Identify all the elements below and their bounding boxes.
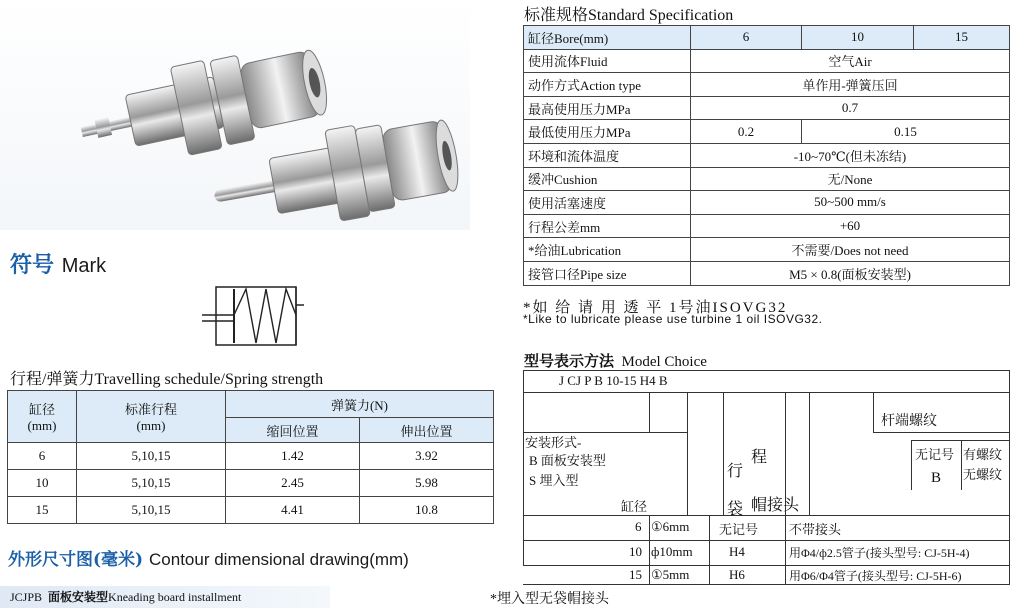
model-row-size: ф10mm (651, 544, 693, 559)
table-row: 缸径Bore(mm) 6 10 15 (524, 26, 1010, 50)
cap-label-1: 袋 (727, 501, 744, 518)
stroke-label-2: 程 (751, 449, 768, 466)
table-row: 动作方式Action type 单作用-弹簧压回 (524, 73, 1010, 97)
table-row: 15 5,10,15 4.41 10.8 (8, 497, 494, 524)
product-photo (0, 0, 470, 230)
travel-header-extend: 伸出位置 (360, 418, 494, 443)
model-footnote: *埋入型无袋帽接头 (490, 592, 609, 607)
install-code: JCJPB (10, 590, 43, 604)
mark-heading (10, 248, 106, 279)
model-row-code: 无记号 (719, 522, 759, 537)
table-row: 使用流体Fluid 空气Air (524, 49, 1010, 73)
table-row: *给油Lubrication 不需要/Does not need (524, 238, 1010, 262)
model-row-bore: 15 (629, 567, 642, 582)
model-heading (524, 350, 707, 371)
model-row-size: ①6mm (651, 519, 690, 534)
table-row: 最低使用压力MPa 0.2 0.15 (524, 120, 1010, 144)
table-row: 10 5,10,15 2.45 5.98 (8, 470, 494, 497)
mark-title-en: Mark (61, 255, 107, 277)
model-row-desc: 用Φ6/Φ4管子(接头型号: CJ-5H-6) (789, 569, 962, 583)
model-row-size: ①5mm (651, 567, 690, 582)
mount-b-label: B 面板安装型 (529, 453, 606, 468)
model-row-bore: 6 (635, 519, 642, 534)
contour-title-en: Contour dimensional drawing(mm) (149, 550, 409, 569)
cap-label-2: 帽接头 (751, 497, 800, 514)
travel-header-retract: 缩回位置 (226, 418, 360, 443)
model-row-desc: 不带接头 (789, 522, 842, 537)
mount-s-label: S 埋入型 (529, 473, 579, 488)
install-cn: 面板安装型 (48, 590, 109, 604)
travel-table (7, 390, 494, 524)
table-row: 行程公差mm +60 (524, 214, 1010, 238)
travel-heading: 行程/弹簧力Travelling schedule/Spring strength (10, 371, 324, 388)
stroke-label-1: 行 (727, 463, 744, 480)
model-title-cn: 型号表示方法 (524, 354, 615, 370)
thread-b-label: B (931, 470, 942, 486)
model-choice-diagram (523, 370, 1010, 585)
model-row-desc: 用Φ4/ф2.5管子(接头型号: CJ-5H-4) (789, 546, 970, 560)
table-row: 使用活塞速度 50~500 mm/s (524, 191, 1010, 215)
model-row-bore: 10 (629, 544, 642, 559)
contour-title-cn: 外形尺寸图(毫米) (8, 550, 144, 570)
rod-thread-label: 杆端螺纹 (881, 414, 937, 429)
table-row: 缓冲Cushion 无/None (524, 167, 1010, 191)
install-en: Kneading board installment (108, 590, 242, 604)
model-title-en: Model Choice (621, 354, 707, 370)
mark-title-cn: 符号 (10, 252, 55, 278)
bore-label: 缸径 (621, 499, 648, 514)
install-type-bar (0, 586, 330, 608)
travel-header-force: 弹簧力(N) (226, 391, 494, 418)
table-row: 6 5,10,15 1.42 3.92 (8, 443, 494, 470)
spec-table (523, 25, 1010, 286)
no-thread-label: 无螺纹 (963, 467, 1003, 482)
table-row: 环境和流体温度 -10~70℃(但未冻结) (524, 143, 1010, 167)
has-thread-label: 有螺纹 (963, 447, 1003, 462)
travel-header-stroke: 标准行程 (mm) (77, 391, 226, 443)
lubrication-note-en: *Like to lubricate please use turbine 1 oil ISOVG32. (523, 312, 823, 326)
spec-heading: 标准规格Standard Specification (524, 7, 734, 24)
contour-heading (8, 545, 409, 570)
model-row-code: H4 (729, 544, 745, 559)
no-mark-label: 无记号 (915, 447, 955, 462)
model-code-line: J CJ P B 10-15 H4 B (559, 373, 668, 388)
travel-header-bore: 缸径 (mm) (8, 391, 77, 443)
lubrication-note-cn: *如 给 请 用 透 平 1号油ISOVG32 (523, 300, 788, 316)
mount-type-label: 安装形式- (525, 435, 582, 450)
model-row-code: H6 (729, 567, 745, 582)
table-row: 最高使用压力MPa 0.7 (524, 96, 1010, 120)
table-row: 接管口径Pipe size M5 × 0.8(面板安装型) (524, 261, 1010, 285)
cylinder-symbol (198, 285, 308, 359)
